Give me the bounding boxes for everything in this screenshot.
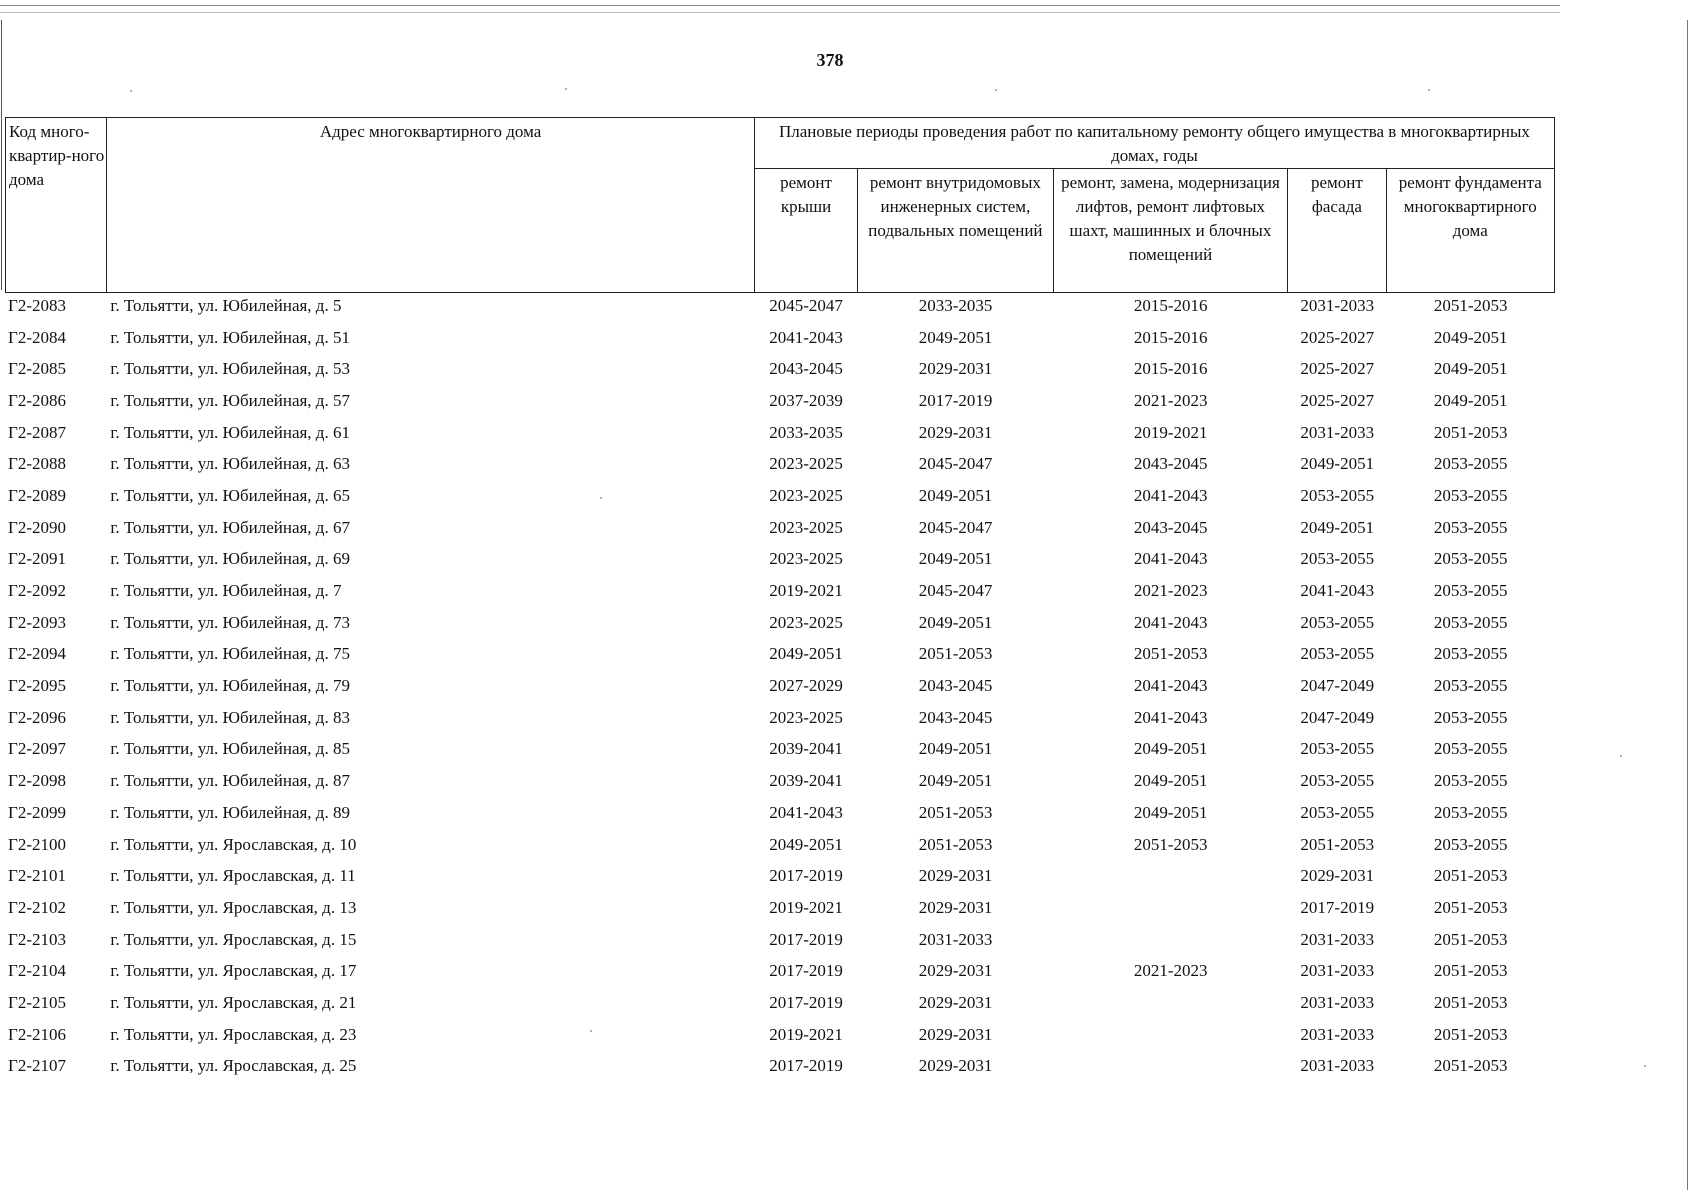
table-row: [5, 702, 1555, 734]
scan-edge-line: [1687, 20, 1688, 1190]
table-row: [5, 670, 1555, 702]
cell-systems: 2017-2019: [918, 390, 993, 410]
cell-foundation: 2051-2053: [1433, 961, 1508, 981]
cell-systems: 2045-2047: [918, 454, 993, 474]
cell-facade: 2025-2027: [1300, 359, 1375, 379]
cell-lifts: 2041-2043: [1133, 549, 1208, 569]
cell-lifts: 2051-2053: [1133, 834, 1208, 854]
cell-foundation: 2053-2055: [1433, 581, 1508, 601]
cell-roof: 2023-2025: [769, 549, 843, 569]
table-row: [5, 860, 1555, 892]
table-row: [5, 575, 1555, 607]
table-row: [5, 987, 1555, 1019]
cell-foundation: 2049-2051: [1433, 327, 1508, 347]
cell-roof: 2043-2045: [769, 359, 843, 379]
table-row: [5, 765, 1555, 797]
cell-lifts: [1053, 892, 1288, 924]
cell-systems: 2029-2031: [918, 992, 993, 1012]
cell-foundation: 2051-2053: [1433, 1024, 1508, 1044]
cell-code: Г2-2083: [8, 295, 66, 315]
cell-lifts: 2021-2023: [1133, 390, 1208, 410]
cell-foundation: 2053-2055: [1433, 485, 1508, 505]
cell-systems: 2045-2047: [918, 581, 993, 601]
cell-systems: 2029-2031: [918, 1056, 993, 1076]
cell-address: г. Тольятти, ул. Юбилейная, д. 57: [110, 390, 350, 410]
cell-roof: 2041-2043: [769, 327, 843, 347]
cell-facade: 2031-2033: [1300, 961, 1375, 981]
table-row: [5, 607, 1555, 639]
cell-code: Г2-2099: [8, 802, 66, 822]
cell-systems: 2049-2051: [918, 327, 993, 347]
cell-lifts: [1053, 987, 1288, 1019]
cell-roof: 2019-2021: [769, 897, 843, 917]
column-header-address: Адрес многоквартирного дома: [107, 118, 755, 293]
cell-code: Г2-2092: [8, 581, 66, 601]
cell-lifts: [1053, 1051, 1288, 1083]
cell-address: г. Тольятти, ул. Юбилейная, д. 5: [110, 295, 342, 315]
column-header-systems: ремонт внутридомовых инженерных систем, подвальных помещений: [858, 169, 1054, 293]
table-row: [5, 924, 1555, 956]
cell-roof: 2039-2041: [769, 739, 843, 759]
cell-roof: 2027-2029: [769, 676, 843, 696]
data-table: [5, 290, 1555, 1082]
cell-address: г. Тольятти, ул. Юбилейная, д. 85: [110, 739, 350, 759]
cell-address: г. Тольятти, ул. Юбилейная, д. 51: [110, 327, 350, 347]
cell-foundation: 2053-2055: [1433, 612, 1508, 632]
cell-address: г. Тольятти, ул. Ярославская, д. 23: [110, 1024, 357, 1044]
cell-address: г. Тольятти, ул. Юбилейная, д. 79: [110, 676, 350, 696]
cell-code: Г2-2107: [8, 1056, 66, 1076]
scan-speck: [1644, 1065, 1646, 1067]
cell-roof: 2049-2051: [769, 644, 843, 664]
cell-foundation: 2053-2055: [1433, 644, 1508, 664]
cell-lifts: [1053, 1019, 1288, 1051]
cell-code: Г2-2086: [8, 390, 66, 410]
table-row: [5, 385, 1555, 417]
cell-lifts: 2041-2043: [1133, 707, 1208, 727]
table-row: [5, 353, 1555, 385]
table-row: [5, 290, 1555, 322]
cell-foundation: 2051-2053: [1433, 992, 1508, 1012]
cell-foundation: 2053-2055: [1433, 707, 1508, 727]
cell-facade: 2041-2043: [1300, 581, 1375, 601]
cell-code: Г2-2101: [8, 866, 66, 886]
cell-lifts: 2019-2021: [1133, 422, 1208, 442]
scan-speck: [995, 89, 997, 91]
cell-systems: 2049-2051: [918, 739, 993, 759]
table-row: [5, 512, 1555, 544]
cell-code: Г2-2100: [8, 834, 66, 854]
cell-roof: 2023-2025: [769, 707, 843, 727]
scan-speck: [590, 1030, 592, 1032]
cell-roof: 2023-2025: [769, 454, 843, 474]
cell-systems: 2033-2035: [918, 295, 993, 315]
cell-facade: 2031-2033: [1300, 992, 1375, 1012]
cell-lifts: 2041-2043: [1133, 612, 1208, 632]
table-row: [5, 322, 1555, 354]
cell-code: Г2-2096: [8, 707, 66, 727]
cell-facade: 2031-2033: [1300, 1056, 1375, 1076]
cell-lifts: 2015-2016: [1133, 295, 1208, 315]
cell-address: г. Тольятти, ул. Юбилейная, д. 75: [110, 644, 350, 664]
cell-address: г. Тольятти, ул. Юбилейная, д. 89: [110, 802, 350, 822]
cell-facade: 2031-2033: [1300, 295, 1375, 315]
cell-lifts: 2041-2043: [1133, 485, 1208, 505]
cell-address: г. Тольятти, ул. Юбилейная, д. 53: [110, 359, 350, 379]
cell-facade: 2053-2055: [1300, 771, 1375, 791]
cell-systems: 2049-2051: [918, 771, 993, 791]
cell-facade: 2031-2033: [1300, 1024, 1375, 1044]
cell-code: Г2-2090: [8, 517, 66, 537]
table-row: [5, 480, 1555, 512]
cell-facade: 2029-2031: [1300, 866, 1375, 886]
cell-address: г. Тольятти, ул. Юбилейная, д. 61: [110, 422, 350, 442]
table-row: [5, 448, 1555, 480]
cell-code: Г2-2106: [8, 1024, 66, 1044]
cell-foundation: 2051-2053: [1433, 866, 1508, 886]
cell-address: г. Тольятти, ул. Ярославская, д. 21: [110, 992, 357, 1012]
cell-systems: 2029-2031: [918, 422, 993, 442]
column-header-foundation: ремонт фундамента многоквартирного дома: [1386, 169, 1555, 293]
cell-code: Г2-2094: [8, 644, 66, 664]
cell-facade: 2049-2051: [1300, 454, 1375, 474]
cell-facade: 2017-2019: [1300, 897, 1375, 917]
cell-address: г. Тольятти, ул. Юбилейная, д. 87: [110, 771, 350, 791]
scan-speck: [600, 497, 602, 499]
cell-foundation: 2053-2055: [1433, 454, 1508, 474]
cell-address: г. Тольятти, ул. Юбилейная, д. 67: [110, 517, 350, 537]
cell-code: Г2-2095: [8, 676, 66, 696]
cell-systems: 2043-2045: [918, 676, 993, 696]
cell-systems: 2045-2047: [918, 517, 993, 537]
cell-facade: 2053-2055: [1300, 644, 1375, 664]
cell-facade: 2047-2049: [1300, 707, 1375, 727]
cell-systems: 2029-2031: [918, 1024, 993, 1044]
cell-address: г. Тольятти, ул. Ярославская, д. 13: [110, 897, 357, 917]
cell-foundation: 2051-2053: [1433, 929, 1508, 949]
cell-roof: 2023-2025: [769, 612, 843, 632]
cell-roof: 2023-2025: [769, 517, 843, 537]
cell-facade: 2025-2027: [1300, 390, 1375, 410]
cell-roof: 2017-2019: [769, 992, 843, 1012]
cell-foundation: 2051-2053: [1433, 295, 1508, 315]
cell-systems: 2049-2051: [918, 549, 993, 569]
cell-lifts: [1053, 860, 1288, 892]
cell-lifts: 2043-2045: [1133, 517, 1208, 537]
cell-lifts: [1053, 924, 1288, 956]
cell-roof: 2017-2019: [769, 1056, 843, 1076]
cell-foundation: 2053-2055: [1433, 549, 1508, 569]
cell-code: Г2-2105: [8, 992, 66, 1012]
cell-roof: 2017-2019: [769, 961, 843, 981]
cell-roof: 2023-2025: [769, 485, 843, 505]
cell-systems: 2029-2031: [918, 359, 993, 379]
cell-systems: 2049-2051: [918, 612, 993, 632]
table-row: [5, 417, 1555, 449]
cell-systems: 2051-2053: [918, 802, 993, 822]
cell-lifts: 2015-2016: [1133, 359, 1208, 379]
cell-address: г. Тольятти, ул. Юбилейная, д. 83: [110, 707, 350, 727]
cell-roof: 2033-2035: [769, 422, 843, 442]
cell-roof: 2039-2041: [769, 771, 843, 791]
cell-lifts: 2049-2051: [1133, 802, 1208, 822]
cell-code: Г2-2088: [8, 454, 66, 474]
cell-lifts: 2049-2051: [1133, 739, 1208, 759]
cell-foundation: 2049-2051: [1433, 359, 1508, 379]
cell-lifts: 2049-2051: [1133, 771, 1208, 791]
page-number: 378: [816, 50, 844, 70]
scan-edge-line: [1, 20, 2, 290]
table-row: [5, 639, 1555, 671]
cell-address: г. Тольятти, ул. Юбилейная, д. 63: [110, 454, 350, 474]
cell-foundation: 2053-2055: [1433, 739, 1508, 759]
cell-foundation: 2053-2055: [1433, 771, 1508, 791]
cell-lifts: 2051-2053: [1133, 644, 1208, 664]
cell-address: г. Тольятти, ул. Юбилейная, д. 65: [110, 485, 350, 505]
cell-foundation: 2053-2055: [1433, 834, 1508, 854]
column-header-roof: ремонт крыши: [754, 169, 857, 293]
cell-foundation: 2053-2055: [1433, 676, 1508, 696]
cell-lifts: 2021-2023: [1133, 581, 1208, 601]
cell-address: г. Тольятти, ул. Ярославская, д. 15: [110, 929, 357, 949]
cell-code: Г2-2102: [8, 897, 66, 917]
cell-facade: 2049-2051: [1300, 517, 1375, 537]
cell-foundation: 2049-2051: [1433, 390, 1508, 410]
cell-code: Г2-2097: [8, 739, 66, 759]
cell-systems: 2051-2053: [918, 834, 993, 854]
column-header-facade: ремонт фасада: [1288, 169, 1386, 293]
cell-foundation: 2053-2055: [1433, 517, 1508, 537]
scan-speck: [130, 90, 132, 92]
cell-lifts: 2021-2023: [1133, 961, 1208, 981]
scan-speck: [1620, 755, 1622, 757]
cell-address: г. Тольятти, ул. Юбилейная, д. 69: [110, 549, 350, 569]
table-row: [5, 734, 1555, 766]
cell-code: Г2-2093: [8, 612, 66, 632]
scan-edge-line: [0, 12, 1560, 13]
cell-address: г. Тольятти, ул. Ярославская, д. 17: [110, 961, 357, 981]
cell-facade: 2053-2055: [1300, 549, 1375, 569]
cell-foundation: 2053-2055: [1433, 802, 1508, 822]
cell-systems: 2031-2033: [918, 929, 993, 949]
cell-roof: 2041-2043: [769, 802, 843, 822]
cell-systems: 2051-2053: [918, 644, 993, 664]
cell-facade: 2053-2055: [1300, 612, 1375, 632]
cell-facade: 2031-2033: [1300, 422, 1375, 442]
table-row: [5, 829, 1555, 861]
cell-roof: 2037-2039: [769, 390, 843, 410]
table-row: [5, 955, 1555, 987]
cell-systems: 2029-2031: [918, 961, 993, 981]
cell-facade: 2053-2055: [1300, 739, 1375, 759]
cell-lifts: 2015-2016: [1133, 327, 1208, 347]
cell-systems: 2029-2031: [918, 897, 993, 917]
cell-foundation: 2051-2053: [1433, 422, 1508, 442]
cell-roof: 2017-2019: [769, 866, 843, 886]
scan-edge-line: [0, 5, 1560, 6]
cell-lifts: 2043-2045: [1133, 454, 1208, 474]
cell-facade: 2053-2055: [1300, 485, 1375, 505]
table-row: [5, 1019, 1555, 1051]
cell-address: г. Тольятти, ул. Ярославская, д. 25: [110, 1056, 357, 1076]
cell-lifts: 2041-2043: [1133, 676, 1208, 696]
cell-address: г. Тольятти, ул. Юбилейная, д. 73: [110, 612, 350, 632]
cell-code: Г2-2091: [8, 549, 66, 569]
table-row: [5, 797, 1555, 829]
cell-address: г. Тольятти, ул. Юбилейная, д. 7: [110, 581, 342, 601]
cell-roof: 2045-2047: [769, 295, 843, 315]
cell-code: Г2-2103: [8, 929, 66, 949]
cell-code: Г2-2098: [8, 771, 66, 791]
cell-code: Г2-2104: [8, 961, 66, 981]
cell-facade: 2031-2033: [1300, 929, 1375, 949]
cell-address: г. Тольятти, ул. Ярославская, д. 11: [110, 866, 356, 886]
cell-facade: 2047-2049: [1300, 676, 1375, 696]
cell-code: Г2-2084: [8, 327, 66, 347]
cell-facade: 2051-2053: [1300, 834, 1375, 854]
cell-systems: 2029-2031: [918, 866, 993, 886]
cell-facade: 2053-2055: [1300, 802, 1375, 822]
column-header-lifts: ремонт, замена, модернизация лифтов, ремонт лифтовых шахт, машинных и блочных помещений: [1053, 169, 1288, 293]
table-header: [5, 117, 1555, 293]
cell-roof: 2017-2019: [769, 929, 843, 949]
cell-code: Г2-2087: [8, 422, 66, 442]
cell-roof: 2049-2051: [769, 834, 843, 854]
cell-systems: 2049-2051: [918, 485, 993, 505]
cell-code: Г2-2089: [8, 485, 66, 505]
cell-facade: 2025-2027: [1300, 327, 1375, 347]
table-row: [5, 1051, 1555, 1083]
scan-speck: [565, 88, 567, 90]
cell-foundation: 2051-2053: [1433, 897, 1508, 917]
cell-foundation: 2051-2053: [1433, 1056, 1508, 1076]
cell-code: Г2-2085: [8, 359, 66, 379]
cell-systems: 2043-2045: [918, 707, 993, 727]
table-row: [5, 544, 1555, 576]
cell-roof: 2019-2021: [769, 581, 843, 601]
table-row: [5, 892, 1555, 924]
cell-address: г. Тольятти, ул. Ярославская, д. 10: [110, 834, 357, 854]
scan-speck: [1428, 89, 1430, 91]
column-group-header-periods: Плановые периоды проведения работ по капитальному ремонту общего имущества в многоквартирных домах, годы: [754, 118, 1554, 169]
cell-roof: 2019-2021: [769, 1024, 843, 1044]
column-header-code: Код много-квартир-ного дома: [6, 118, 107, 293]
